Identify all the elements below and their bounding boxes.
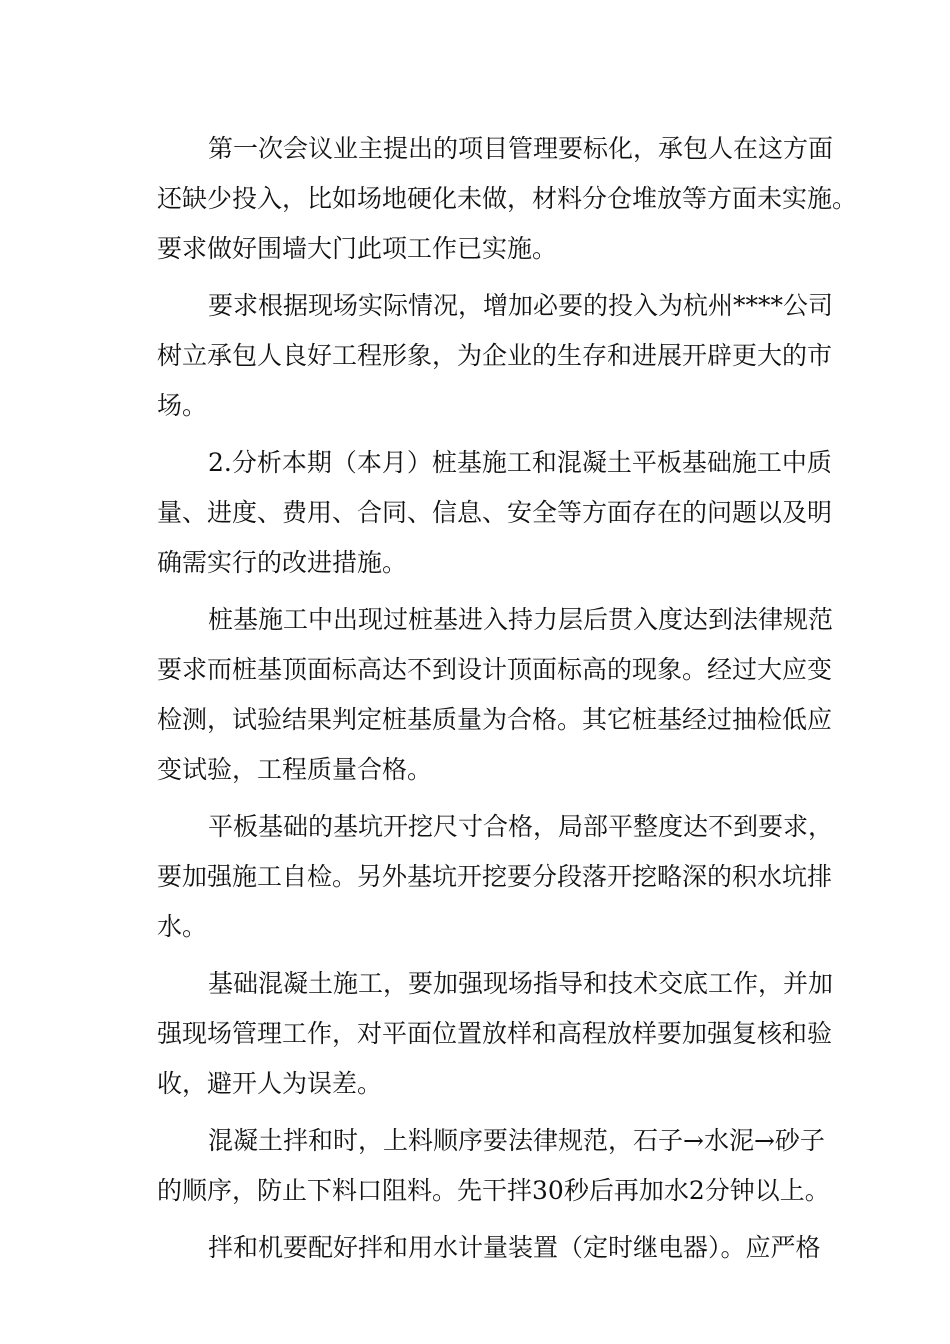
text-line: 平板基础的基坑开挖尺寸合格，局部平整度达不到要求， [208, 812, 834, 841]
paragraph-6 [157, 959, 857, 1109]
text-line: 要求而桩基顶面标高达不到设计顶面标高的现象。经过大应变 [157, 655, 833, 684]
paragraph-8 [157, 1223, 857, 1273]
text-line: 要求做好围墙大门此项工作已实施。 [157, 234, 558, 263]
text-line: 要加强施工自检。另外基坑开挖要分段落开挖略深的积水坑排 [157, 862, 833, 891]
text-line: 强现场管理工作，对平面位置放样和高程放样要加强复核和验 [157, 1019, 833, 1048]
paragraph-2 [157, 281, 857, 431]
paragraph-1 [157, 124, 857, 274]
text-line: 树立承包人良好工程形象，为企业的生存和进展开辟更大的市 [157, 341, 833, 370]
text-line: 量、进度、费用、合同、信息、安全等方面存在的问题以及明 [157, 498, 833, 527]
paragraph-7 [157, 1116, 857, 1216]
text-line: 2.分析本期（本月）桩基施工和混凝土平板基础施工中质 [208, 448, 832, 477]
text-line: 确需实行的改进措施。 [157, 548, 408, 577]
text-line: 还缺少投入，比如场地硬化未做，材料分仓堆放等方面未实施。 [157, 184, 858, 213]
text-line: 要求根据现场实际情况，增加必要的投入为杭州****公司 [208, 291, 834, 320]
text-line: 场。 [157, 391, 208, 420]
text-line: 基础混凝土施工，要加强现场指导和技术交底工作，并加 [208, 969, 834, 998]
text-line: 变试验，工程质量合格。 [157, 755, 433, 784]
text-line: 水。 [157, 912, 208, 941]
paragraph-5 [157, 802, 857, 952]
text-line: 混凝土拌和时，上料顺序要法律规范，石子→水泥→砂子 [208, 1126, 825, 1155]
paragraph-4 [157, 595, 857, 795]
text-line: 桩基施工中出现过桩基进入持力层后贯入度达到法律规范 [208, 605, 834, 634]
document-body [157, 124, 857, 1280]
text-line: 检测，试验结果判定桩基质量为合格。其它桩基经过抽检低应 [157, 705, 833, 734]
text-line: 收，避开人为误差。 [157, 1069, 383, 1098]
text-line: 的顺序，防止下料口阻料。先干拌30秒后再加水2分钟以上。 [157, 1176, 830, 1205]
paragraph-3 [157, 438, 857, 588]
text-line: 第一次会议业主提出的项目管理要标化，承包人在这方面 [208, 134, 834, 163]
text-line: 拌和机要配好拌和用水计量装置（定时继电器）。应严格 [208, 1233, 821, 1262]
